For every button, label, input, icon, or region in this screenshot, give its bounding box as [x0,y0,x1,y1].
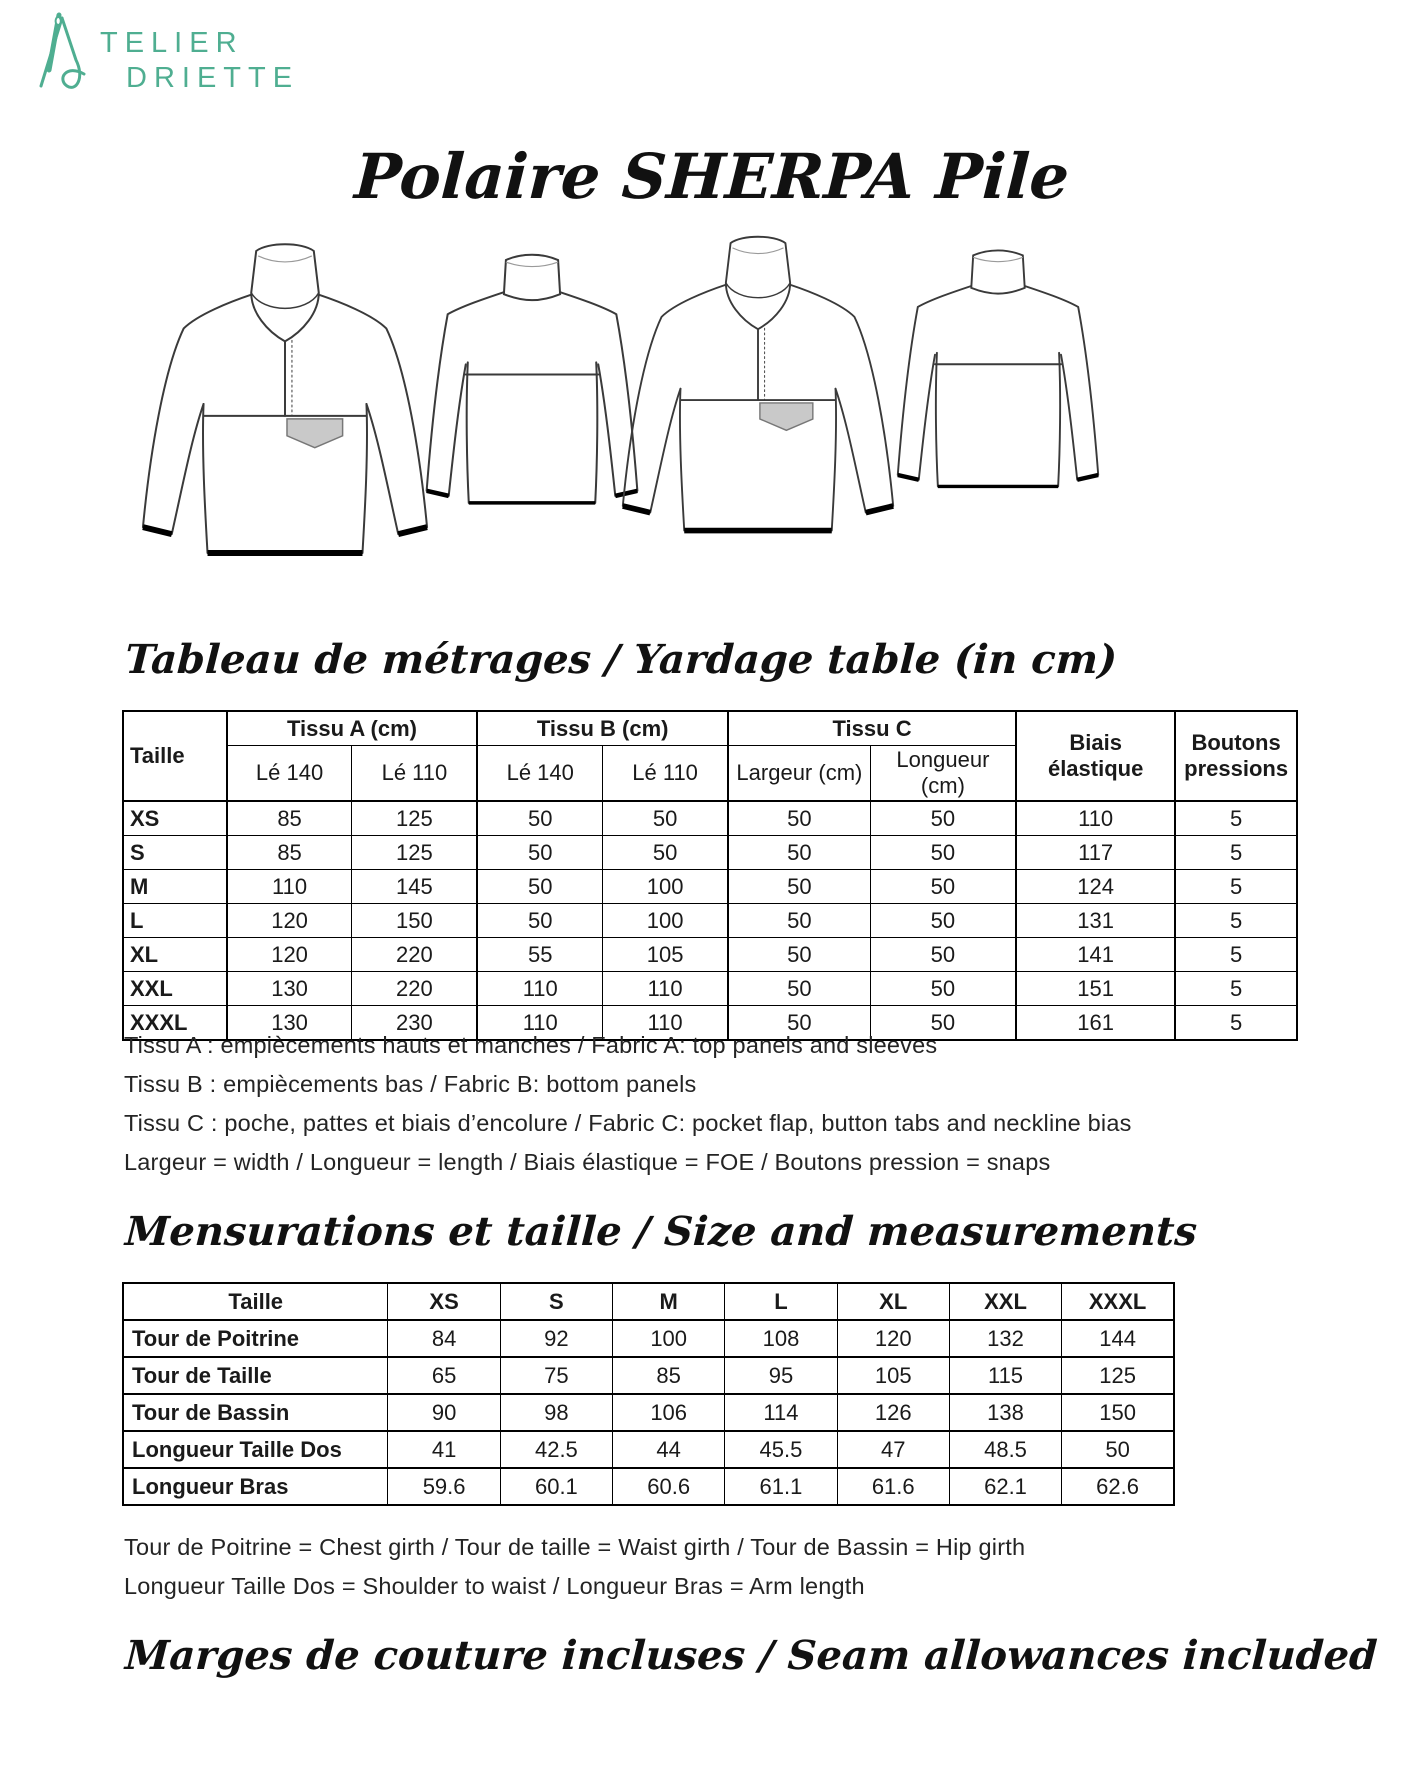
yardage-cell: 110 [603,972,728,1006]
yardage-cell: 220 [352,938,477,972]
yardage-cell: 125 [352,836,477,870]
yardage-cell: 125 [352,801,477,836]
measure-cell: 84 [388,1320,500,1357]
table-row [123,836,1297,870]
yardage-subcol-b-le110: Lé 110 [603,746,728,802]
measurements-section-heading: Mensurations et taille / Size and measurements [124,1208,1199,1255]
measure-cell: 45.5 [725,1431,837,1468]
yardage-cell: 50 [477,836,602,870]
yardage-cell: 131 [1016,904,1175,938]
measure-row-label: Tour de Taille [123,1357,388,1394]
yardage-cell: 50 [870,1006,1016,1041]
yardage-cell: 117 [1016,836,1175,870]
yardage-size-label: XL [123,938,227,972]
measurements-table [122,1282,1175,1506]
yardage-cell: 50 [870,801,1016,836]
garment-front-view-2 [608,228,908,540]
measure-cell: 85 [613,1357,725,1394]
table-row [123,938,1297,972]
yardage-cell: 105 [603,938,728,972]
measure-cell: 50 [1062,1431,1174,1468]
yardage-cell: 120 [227,938,352,972]
measure-row-label: Tour de Poitrine [123,1320,388,1357]
yardage-subcol-c-longueur: Longueur (cm) [870,746,1016,802]
yardage-cell: 110 [477,1006,602,1041]
yardage-col-tissu-b: Tissu B (cm) [477,711,728,746]
measure-cell: 61.6 [837,1468,949,1505]
yardage-cell: 50 [870,938,1016,972]
yardage-size-label: XXL [123,972,227,1006]
yardage-cell: 110 [227,870,352,904]
yardage-table [122,710,1298,1041]
measure-cell: 41 [388,1431,500,1468]
measure-cell: 115 [949,1357,1061,1394]
yardage-cell: 50 [728,801,870,836]
garment-drawings [0,228,1419,573]
yardage-cell: 5 [1175,836,1297,870]
yardage-cell: 110 [477,972,602,1006]
yardage-notes [124,1026,1132,1182]
measure-col-xs: XS [388,1283,500,1320]
yardage-cell: 130 [227,972,352,1006]
yardage-section-heading: Tableau de métrages / Yardage table (in cm) [124,636,1119,683]
yardage-cell: 50 [477,870,602,904]
yardage-note-line: Largeur = width / Longueur = length / Biais élastique = FOE / Boutons pression = snaps [124,1149,1051,1175]
measure-cell: 126 [837,1394,949,1431]
measure-cell: 92 [500,1320,612,1357]
measure-cell: 105 [837,1357,949,1394]
yardage-cell: 50 [728,836,870,870]
measure-cell: 61.1 [725,1468,837,1505]
measure-cell: 62.1 [949,1468,1061,1505]
measure-cell: 44 [613,1431,725,1468]
measure-row-label: Longueur Bras [123,1468,388,1505]
table-row [123,1431,1174,1468]
garment-front-view-1 [136,234,434,564]
yardage-cell: 50 [870,836,1016,870]
yardage-cell: 5 [1175,938,1297,972]
table-row [123,972,1297,1006]
measure-cell: 75 [500,1357,612,1394]
yardage-cell: 5 [1175,904,1297,938]
yardage-note-line: Tissu B : empiècements bas / Fabric B: bottom panels [124,1071,697,1097]
measurements-header-row [123,1283,1174,1320]
measure-cell: 59.6 [388,1468,500,1505]
measure-cell: 60.6 [613,1468,725,1505]
yardage-cell: 230 [352,1006,477,1041]
yardage-subcol-a-le110: Lé 110 [352,746,477,802]
measure-cell: 108 [725,1320,837,1357]
brand-logo [32,12,299,98]
yardage-note-line: Tissu C : poche, pattes et biais d’encolure / Fabric C: pocket flap, button tabs and neckline bias [124,1110,1132,1136]
measure-cell: 48.5 [949,1431,1061,1468]
yardage-cell: 50 [728,870,870,904]
measure-cell: 98 [500,1394,612,1431]
yardage-header-row-groups [123,711,1297,746]
yardage-col-tissu-c: Tissu C [728,711,1016,746]
measure-col-xxl: XXL [949,1283,1061,1320]
yardage-col-biais: Biais élastique [1016,711,1175,801]
measure-cell: 62.6 [1062,1468,1174,1505]
yardage-cell: 110 [603,1006,728,1041]
measure-cell: 138 [949,1394,1061,1431]
yardage-cell: 5 [1175,870,1297,904]
yardage-subcol-a-le140: Lé 140 [227,746,352,802]
measure-col-l: L [725,1283,837,1320]
seam-allowance-note: Marges de couture incluses / Seam allowances included [124,1632,1379,1679]
table-row [123,870,1297,904]
measure-cell: 42.5 [500,1431,612,1468]
table-row [123,1394,1174,1431]
yardage-cell: 50 [870,870,1016,904]
yardage-cell: 85 [227,801,352,836]
measure-cell: 100 [613,1320,725,1357]
yardage-cell: 50 [728,972,870,1006]
measure-cell: 47 [837,1431,949,1468]
yardage-cell: 50 [477,801,602,836]
yardage-cell: 141 [1016,938,1175,972]
measure-row-label: Tour de Bassin [123,1394,388,1431]
measure-cell: 114 [725,1394,837,1431]
measurements-note-line: Longueur Taille Dos = Shoulder to waist / Longueur Bras = Arm length [124,1573,865,1599]
yardage-cell: 5 [1175,1006,1297,1041]
yardage-cell: 50 [728,1006,870,1041]
yardage-cell: 100 [603,870,728,904]
table-row [123,801,1297,836]
yardage-cell: 220 [352,972,477,1006]
measure-cell: 106 [613,1394,725,1431]
yardage-size-label: XXXL [123,1006,227,1041]
measure-col-xl: XL [837,1283,949,1320]
garment-back-view-2 [893,238,1103,522]
measure-col-xxxl: XXXL [1062,1283,1174,1320]
measure-cell: 144 [1062,1320,1174,1357]
yardage-col-boutons: Boutons pressions [1175,711,1297,801]
yardage-cell: 85 [227,836,352,870]
measure-cell: 125 [1062,1357,1174,1394]
yardage-cell: 145 [352,870,477,904]
needle-compass-logo-icon [32,12,94,98]
yardage-cell: 50 [728,938,870,972]
yardage-cell: 100 [603,904,728,938]
yardage-cell: 50 [870,972,1016,1006]
yardage-cell: 130 [227,1006,352,1041]
yardage-size-label: XS [123,801,227,836]
brand-logo-text [100,26,299,97]
yardage-col-tissu-a: Tissu A (cm) [227,711,478,746]
page-title: Polaire SHERPA Pile [352,140,1072,213]
measure-cell: 95 [725,1357,837,1394]
measurements-notes [124,1528,1025,1606]
brand-logo-line2: DRIETTE [126,62,300,95]
table-row [123,1468,1174,1505]
measure-cell: 150 [1062,1394,1174,1431]
yardage-col-taille: Taille [123,711,227,801]
yardage-size-label: L [123,904,227,938]
yardage-subcol-c-largeur: Largeur (cm) [728,746,870,802]
yardage-cell: 120 [227,904,352,938]
measure-cell: 65 [388,1357,500,1394]
table-row [123,904,1297,938]
yardage-cell: 150 [352,904,477,938]
yardage-cell: 124 [1016,870,1175,904]
measure-cell: 60.1 [500,1468,612,1505]
yardage-note-line: Tissu A : empiècements hauts et manches / Fabric A: top panels and sleeves [124,1032,938,1058]
measure-row-label: Longueur Taille Dos [123,1431,388,1468]
yardage-cell: 50 [603,836,728,870]
yardage-cell: 5 [1175,972,1297,1006]
yardage-size-label: M [123,870,227,904]
measure-col-taille: Taille [123,1283,388,1320]
yardage-cell: 5 [1175,801,1297,836]
yardage-subcol-b-le140: Lé 140 [477,746,602,802]
table-row [123,1357,1174,1394]
measure-col-s: S [500,1283,612,1320]
yardage-cell: 161 [1016,1006,1175,1041]
measure-cell: 90 [388,1394,500,1431]
yardage-cell: 50 [477,904,602,938]
measure-col-m: M [613,1283,725,1320]
yardage-cell: 50 [870,904,1016,938]
table-row [123,1320,1174,1357]
yardage-size-label: S [123,836,227,870]
measure-cell: 132 [949,1320,1061,1357]
yardage-cell: 50 [728,904,870,938]
yardage-cell: 110 [1016,801,1175,836]
brand-logo-line1: TELIER [100,27,244,59]
measure-cell: 120 [837,1320,949,1357]
yardage-cell: 151 [1016,972,1175,1006]
yardage-cell: 50 [603,801,728,836]
measurements-note-line: Tour de Poitrine = Chest girth / Tour de taille = Waist girth / Tour de Bassin = Hip girth [124,1534,1026,1560]
yardage-cell: 55 [477,938,602,972]
